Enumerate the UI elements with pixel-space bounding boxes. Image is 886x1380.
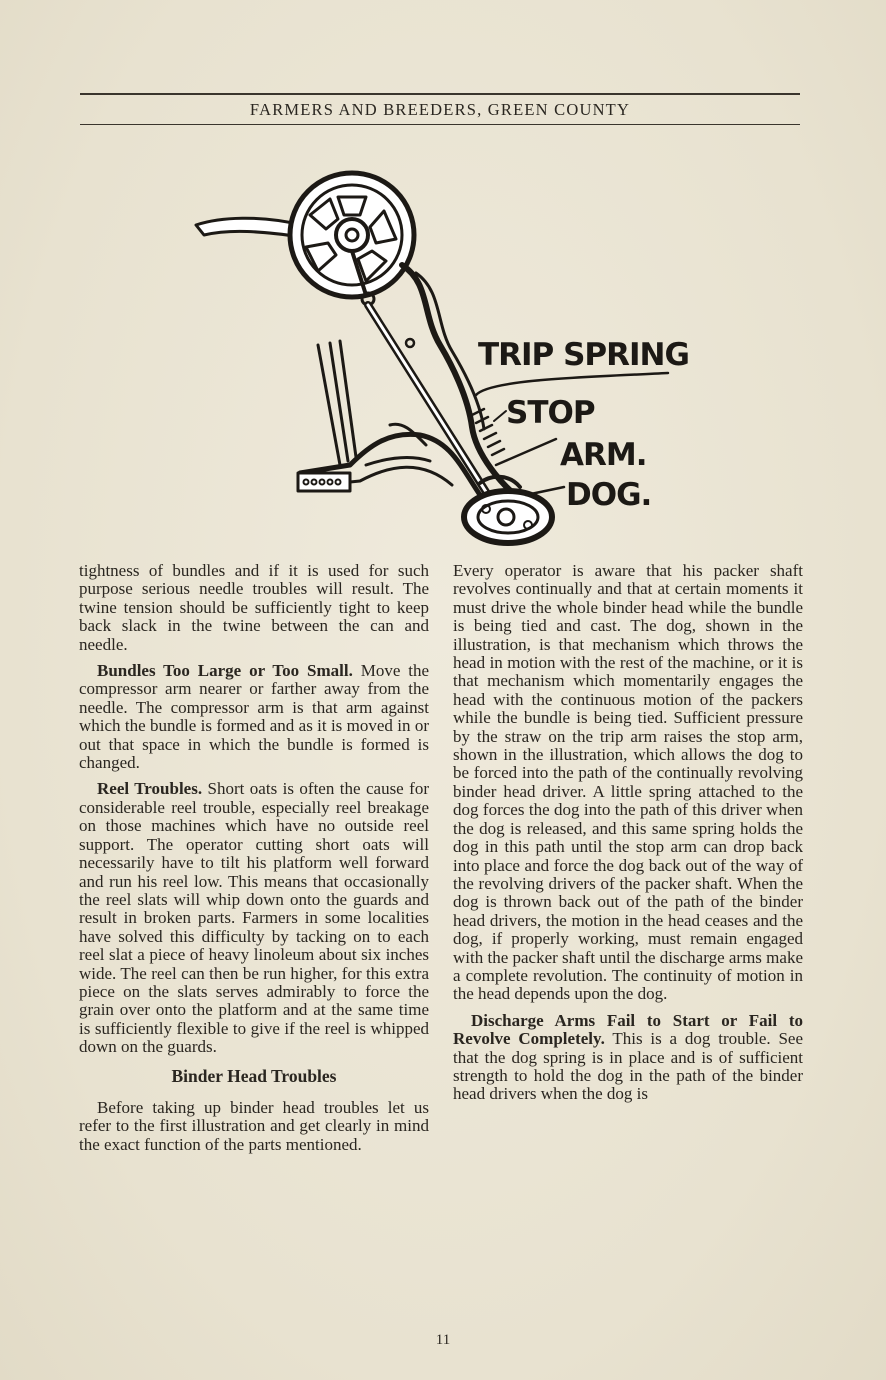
right-column xyxy=(453,562,803,1112)
section-heading-binder-head: Binder Head Troubles xyxy=(171,1065,337,1086)
header-rule-bottom xyxy=(80,124,800,125)
running-head: FARMERS AND BREEDERS, GREEN COUNTY xyxy=(249,100,631,119)
discharge-heading: Discharge Arms Fail to Start or Fail to Revolve Completely. xyxy=(453,1010,803,1049)
label-trip-spring: TRIP SPRING xyxy=(478,337,689,373)
reel-heading: Reel Troubles. xyxy=(97,779,203,799)
dog-explanation-paragraph: Every operator is aware that his packer shaft revolves continually and that at certain moments it must drive the whole binder head while the bundle is being tied and cast. The dog, shown in the illustration, is that mechanism which throws the head in motion with the rest of the machine, or it is that mechanism which momentarily engages the head with the continuous motion of the packers while the bundle is being tied. Sufficient pressure by the straw on the trip arm raises the stop arm, shown in the illustration, which allows the dog to be forced into the path of the continually revolving binder head driver. A little spring attached to the dog forces the dog into the path of this driver when the dog is released, and this same spring holds the dog in this path until the stop arm can drop back into place and force the dog back out of the way of the revolving drivers of the packer shaft. When the dog is thrown back out of the path of the binder head drivers, the motion in the head ceases and the dog, if properly working, must remain engaged with the packer shaft until the discharge arms make a complete revolution. The continuity of motion in the head depends upon the dog. xyxy=(453,561,803,1004)
binder-head-illustration xyxy=(190,165,690,555)
reel-paragraph xyxy=(79,780,429,1056)
label-arm: ARM. xyxy=(560,437,647,473)
reel-body: Short oats is often the cause for considerable reel trouble, especially reel breakage on those machines which have no outside reel support. The operator cutting short oats will necessarily have to tilt his platform well forward and run his reel low. This means that occasionally the reel slats will whip down onto the guards and result in broken parts. Farmers in some localities have solved this difficulty by tacking on to each reel slat a piece of heavy linoleum about six inches wide. The reel can then be run higher, for this extra piece on the slats serves admirably to force the grain over onto the platform and at the same time is sufficiently flexible to give if the reel is whipped down on the guards. xyxy=(79,779,429,1057)
left-column xyxy=(79,562,429,1162)
header-rule-top xyxy=(80,93,800,95)
bundles-heading: Bundles Too Large or Too Small. xyxy=(97,661,353,681)
discharge-paragraph xyxy=(453,1012,803,1104)
left-paragraph-continued: tightness of bundles and if it is used for such purpose serious needle troubles will result. The twine tension should be sufficiently tight to keep back slack in the twine between the can and needle. xyxy=(79,561,429,654)
discharge-body: This is a dog trouble. See that the dog spring is in place and is of sufficient strength to hold the dog in the path of the binder head drivers when the dog is xyxy=(453,1029,803,1104)
bundles-body: Move the compressor arm nearer or farther away from the needle. The compressor arm is that arm against which the bundle is formed and as it is moved in or out that space in which the bundle is formed is changed. xyxy=(79,661,430,773)
binder-head-intro: Before taking up binder head troubles let us refer to the first illustration and get clearly in mind the exact function of the parts mentioned. xyxy=(79,1097,429,1154)
bundles-paragraph xyxy=(79,662,429,772)
label-stop: STOP xyxy=(506,395,595,431)
label-dog: DOG. xyxy=(566,477,652,513)
page-number: 11 xyxy=(435,1332,451,1348)
